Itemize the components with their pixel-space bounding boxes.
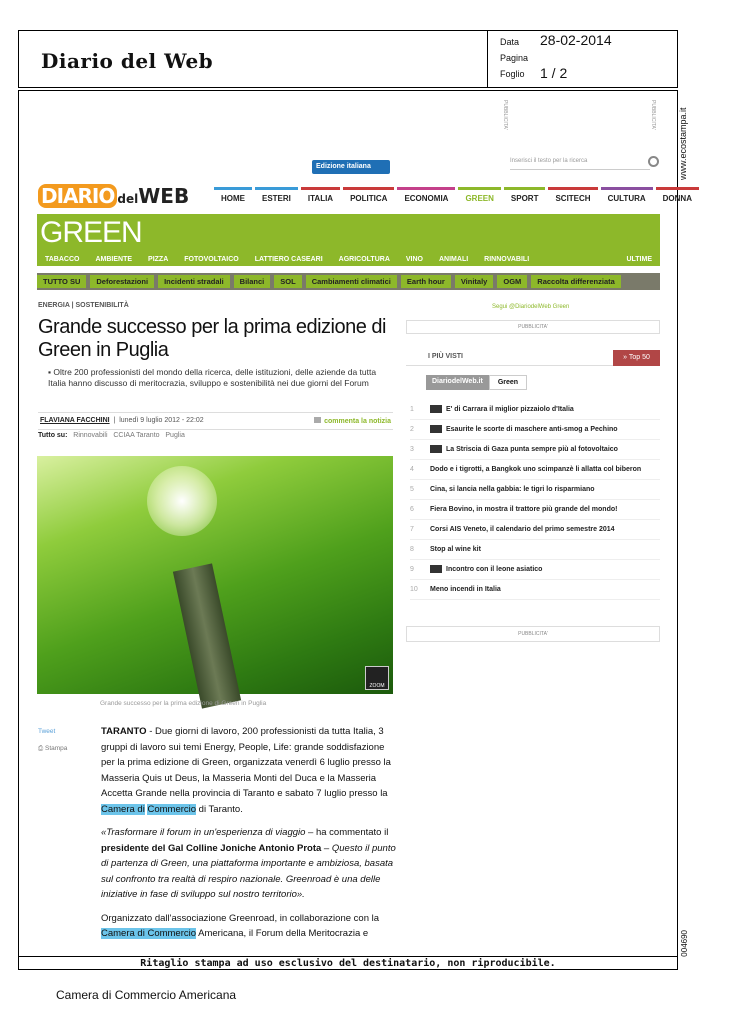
image-caption: Grande successo per la prima edizione di Green in Puglia	[100, 700, 267, 707]
article-body	[101, 724, 396, 950]
tag-link[interactable]: Rinnovabili	[73, 432, 108, 439]
nav-item-green[interactable]: GREEN	[458, 187, 500, 203]
nav-item-cultura[interactable]: CULTURA	[601, 187, 653, 203]
sub-nav	[37, 251, 660, 267]
paragraph-3: Organizzato dall'associazione Greenroad, in collaborazione con la Camera di Commercio Americana, il Forum della Meritocrazia e	[101, 912, 380, 939]
tag-item[interactable]: TUTTO SU	[37, 275, 86, 288]
nav-item-donna[interactable]: DONNA	[656, 187, 699, 203]
paragraph-1: TARANTO - Due giorni di lavoro, 200 professionisti da tutta Italia, 3 gruppi di lavoro sui temi Energy, People, Life: grande soddisfazione per la prima edizione di Green, organizzata venerdì 6 luglio presso la Masseria Quis ut Deus, la Masseria Monti del Duca e la Masseria Accetta Grande nella provincia di Taranto e sabato 7 luglio presso la Camera di Commercio di Taranto.	[101, 726, 391, 815]
list-item[interactable]: 5 Cina, si lancia nella gabbia: le tigri lo risparmiano	[410, 480, 660, 500]
sub-nav-item[interactable]: TABACCO	[45, 255, 80, 263]
article-headline: Grande successo per la prima edizione di Green in Puglia	[38, 316, 386, 361]
tweet-button[interactable]: Tweet	[38, 728, 56, 735]
tag-item[interactable]: Deforestazioni	[90, 275, 154, 288]
nav-item-italia[interactable]: ITALIA	[301, 187, 340, 203]
search-input[interactable]: Inserisci il testo per la ricerca	[510, 158, 650, 170]
list-item[interactable]: 1 E' di Carrara il miglior pizzaiolo d'Italia	[410, 400, 660, 420]
page-label: Pagina	[500, 53, 529, 63]
tutto-su: Tutto su: Rinnovabili CCIAA Taranto Puglia	[38, 432, 185, 439]
clipping-meta	[487, 31, 678, 87]
tags-bar	[37, 273, 660, 290]
sub-nav-item[interactable]: PIZZA	[148, 255, 169, 263]
comment-icon	[314, 417, 321, 423]
play-icon	[430, 425, 442, 433]
clipping-header	[18, 30, 678, 88]
sheet-label: Foglio	[500, 69, 525, 79]
nav-item-esteri[interactable]: ESTERI	[255, 187, 298, 203]
sub-nav-item[interactable]: AGRICOLTURA	[338, 255, 390, 263]
search-icon[interactable]	[648, 156, 659, 167]
hero-image	[37, 456, 393, 694]
tag-item[interactable]: SOL	[274, 275, 301, 288]
edition-button[interactable]: Edizione italiana	[312, 160, 390, 174]
tag-item[interactable]: Vinitaly	[455, 275, 494, 288]
play-icon	[430, 565, 442, 573]
pub-label-right: PUBBLICITA'	[650, 100, 656, 130]
tag-item[interactable]: Cambiamenti climatici	[306, 275, 397, 288]
sub-nav-item[interactable]: ANIMALI	[439, 255, 469, 263]
site-logo[interactable]: DIARIO delWEB	[38, 184, 189, 208]
paragraph-2: «Trasformare il forum in un'esperienza di viaggio – ha commentato il presidente del Gal Colline Joniche Antonio Prota – Questo il punto di partenza di Green, una piattaforma importante e ambiziosa, basata sul confronto tra realtà di respiro nazionale. Greenroad è una delle iniziative in fase di sviluppo sul nostro territorio».	[101, 827, 396, 900]
list-item[interactable]: 3 La Striscia di Gaza punta sempre più al fotovoltaico	[410, 440, 660, 460]
most-viewed-tabs	[426, 375, 527, 390]
tag-item[interactable]: Raccolta differenziata	[531, 275, 621, 288]
date-value: 28-02-2014	[540, 32, 612, 48]
print-icon: ⎙	[38, 745, 46, 752]
side-code: 004690	[680, 930, 689, 957]
side-url: www.ecostampa.it	[678, 107, 688, 180]
ad-slot-2: PUBBLICITA'	[406, 626, 660, 642]
ad-slot: PUBBLICITA'	[406, 320, 660, 334]
list-item[interactable]: 6 Fiera Bovino, in mostra il trattore più grande del mondo!	[410, 500, 660, 520]
print-button[interactable]: ⎙ Stampa	[38, 745, 68, 752]
nav-item-home[interactable]: HOME	[214, 187, 252, 203]
author-link[interactable]: FLAVIANA FACCHINI	[40, 417, 110, 424]
list-item[interactable]: 7 Corsi AIS Veneto, il calendario del primo semestre 2014	[410, 520, 660, 540]
sub-nav-item[interactable]: RINNOVABILI	[484, 255, 530, 263]
bottom-caption: Camera di Commercio Americana	[56, 988, 237, 1002]
tag-link[interactable]: Puglia	[165, 432, 185, 439]
pub-label-left: PUBBLICITA'	[502, 100, 508, 130]
play-icon	[430, 445, 442, 453]
sub-nav-ultime[interactable]: ULTIME	[626, 255, 652, 263]
follow-link[interactable]: Segui @DiariodelWeb Green	[492, 304, 570, 310]
list-item[interactable]: 9 Incontro con il leone asiatico	[410, 560, 660, 580]
most-viewed-header: I PIÙ VISTI	[406, 350, 660, 366]
most-viewed-list	[410, 400, 660, 600]
section-title: GREEN	[40, 216, 142, 249]
nav-item-economia[interactable]: ECONOMIA	[397, 187, 455, 203]
list-item[interactable]: 4 Dodo e i tigrotti, a Bangkok uno scimpanzè li allatta col biberon	[410, 460, 660, 480]
sub-nav-item[interactable]: AMBIENTE	[95, 255, 133, 263]
nav-item-sport[interactable]: SPORT	[504, 187, 546, 203]
sheet-value: 1 / 2	[540, 65, 568, 81]
sub-nav-item[interactable]: FOTOVOLTAICO	[184, 255, 239, 263]
play-icon	[430, 405, 442, 413]
article-date: lunedì 9 luglio 2012 - 22:02	[119, 417, 204, 424]
comment-link[interactable]: commenta la notizia	[314, 417, 391, 425]
nav-item-politica[interactable]: POLITICA	[343, 187, 394, 203]
top50-button[interactable]: » Top 50	[613, 350, 660, 366]
list-item[interactable]: 10 Meno incendi in Italia	[410, 580, 660, 600]
tag-item[interactable]: Incidenti stradali	[158, 275, 230, 288]
tag-item[interactable]: Bilanci	[234, 275, 271, 288]
article-summary: ▪ Oltre 200 professionisti del mondo della ricerca, delle istituzioni, delle aziende da tutta Italia hanno discusso di meritocrazia, sviluppo e sostenibilità nei due giorni del Forum	[48, 367, 377, 388]
sub-nav-item[interactable]: VINO	[405, 255, 423, 263]
zoom-button[interactable]: ZOOM	[365, 666, 389, 690]
main-nav	[214, 187, 702, 203]
tag-link[interactable]: CCIAA Taranto	[113, 432, 160, 439]
sub-nav-item[interactable]: LATTIERO CASEARI	[254, 255, 323, 263]
tag-item[interactable]: OGM	[497, 275, 527, 288]
list-item[interactable]: 8 Stop al wine kit	[410, 540, 660, 560]
byline: FLAVIANA FACCHINI | lunedì 9 luglio 2012 - 22:02 commenta la notizia	[38, 412, 393, 430]
nav-item-scitech[interactable]: SCITECH	[548, 187, 597, 203]
article-section: ENERGIA | SOSTENIBILITÀ	[38, 302, 129, 309]
list-item[interactable]: 2 Esaurite le scorte di maschere anti-smog a Pechino	[410, 420, 660, 440]
date-label: Data	[500, 37, 520, 47]
tab-diariodelweb[interactable]: DiariodelWeb.it	[426, 375, 489, 390]
tab-green[interactable]: Green	[489, 375, 527, 390]
footer-note: Ritaglio stampa ad uso esclusivo del destinatario, non riproducibile.	[18, 956, 678, 970]
tag-item[interactable]: Earth hour	[401, 275, 451, 288]
newspaper-logo: Diario del Web	[41, 49, 214, 73]
